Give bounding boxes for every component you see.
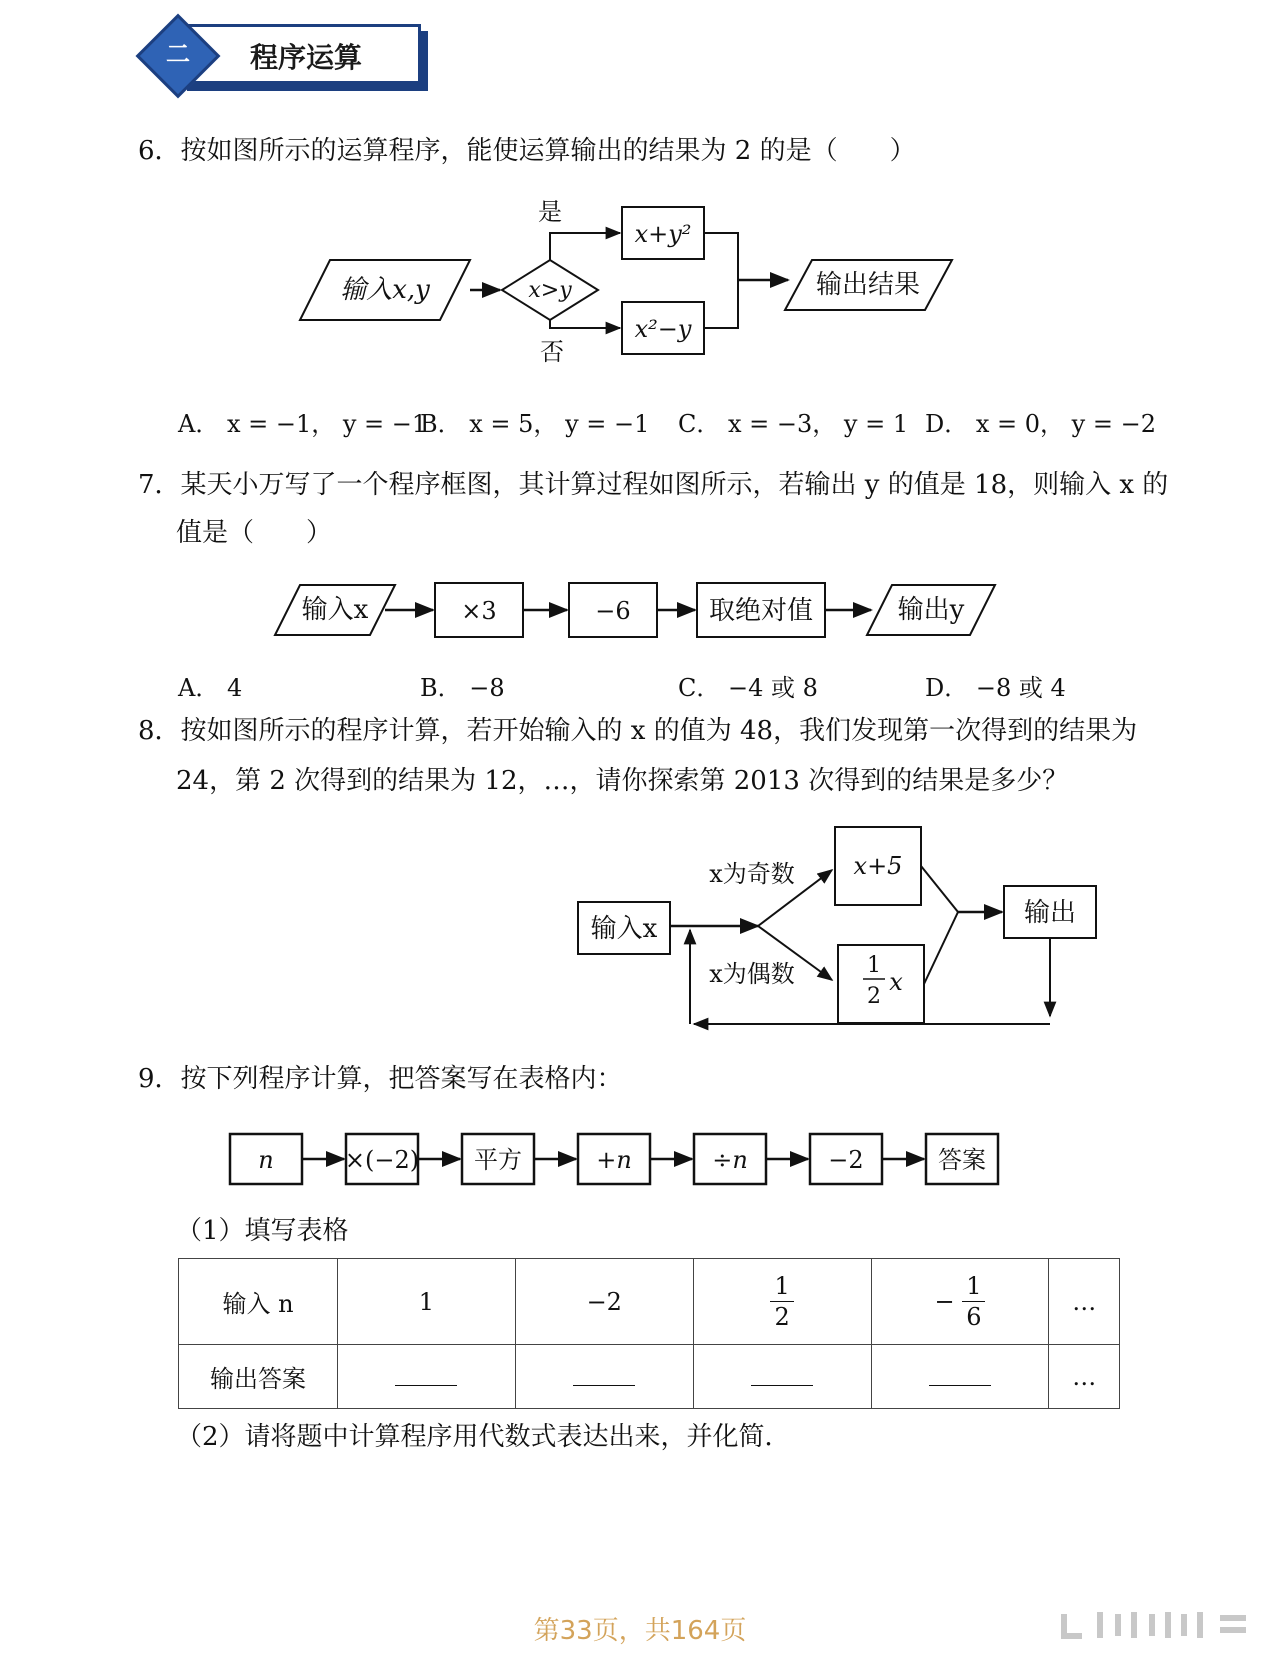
- answer-blank-cell[interactable]: [693, 1345, 871, 1409]
- q8-odd-box-label: x+5: [853, 852, 903, 880]
- answer-blank[interactable]: [929, 1361, 991, 1386]
- table-cell: [871, 1259, 1049, 1345]
- q9-step-label: −2: [828, 1146, 864, 1174]
- q9-step-label: ÷n: [712, 1146, 748, 1174]
- fraction-denominator: 2: [774, 1303, 790, 1331]
- q6-option-a: A． x = −1， y = −1: [178, 410, 428, 438]
- fraction-numerator: 1: [962, 1271, 985, 1302]
- q9-sub2: （2）请将题中计算程序用代数式表达出来，并化简．: [176, 1422, 791, 1452]
- q9-sub1: （1）填写表格: [176, 1216, 349, 1246]
- header-title: 程序运算: [250, 41, 363, 74]
- table-row: [179, 1259, 1120, 1345]
- header-section-number: 二: [166, 40, 190, 68]
- answer-blank-cell[interactable]: [871, 1345, 1049, 1409]
- q6-yes-box-label: x+y²: [634, 220, 692, 248]
- q6-no-label: 否: [540, 338, 564, 366]
- q7-option-d: D． −8 或 4: [925, 674, 1066, 702]
- q9-step-label: n: [258, 1146, 274, 1174]
- q7-step3-label: 取绝对值: [708, 596, 814, 626]
- answer-blank[interactable]: [395, 1361, 457, 1386]
- input-value-1: 1: [418, 1287, 435, 1316]
- answer-blank[interactable]: [573, 1361, 635, 1386]
- page-footer: 第33页，共164页: [533, 1616, 747, 1646]
- q8-question-line1: 8．按如图所示的程序计算，若开始输入的 x 的值为 48，我们发现第一次得到的结果为: [138, 716, 1138, 746]
- q8-question-line2: 24，第 2 次得到的结果为 12，…，请你探索第 2013 次得到的结果是多少？: [176, 766, 1069, 796]
- q6-no-box-label: x²−y: [634, 315, 692, 343]
- q8-even-denominator: 2: [867, 984, 881, 1009]
- q7-question-line1: 7．某天小万写了一个程序框图，其计算过程如图所示，若输出 y 的值是 18，则输入 x 的: [138, 470, 1169, 500]
- q6-option-d: D． x = 0， y = −2: [925, 410, 1156, 438]
- q7-option-b: B． −8: [420, 674, 505, 702]
- q6-question: 6．按如图所示的运算程序，能使运算输出的结果为 2 的是（ ）: [138, 136, 916, 166]
- q8-flowchart: [570, 820, 1130, 1050]
- q7-option-c: C． −4 或 8: [678, 674, 818, 702]
- q8-even-box: [838, 945, 924, 1023]
- table-cell: [1049, 1259, 1120, 1345]
- row-label-input: [179, 1259, 338, 1345]
- q6-flowchart: [300, 200, 980, 400]
- answer-blank-cell[interactable]: [338, 1345, 516, 1409]
- table-cell: [693, 1259, 871, 1345]
- q6-output-label: 输出结果: [815, 270, 921, 300]
- q6-condition-label: x>y: [528, 278, 572, 303]
- row2-label: 输出答案: [210, 1365, 306, 1393]
- q6-input-label: 输入x,y: [340, 275, 430, 305]
- q9-question: 9．按下列程序计算，把答案写在表格内：: [138, 1064, 623, 1094]
- answer-blank-cell[interactable]: [515, 1345, 693, 1409]
- q6-option-c: C． x = −3， y = 1: [678, 410, 909, 438]
- row1-label: 输入 n: [222, 1290, 294, 1318]
- q6-yes-label: 是: [538, 198, 562, 226]
- input-fraction-4: [962, 1271, 985, 1332]
- q7-output-label: 输出y: [897, 595, 965, 625]
- q8-even-variable: x: [889, 968, 903, 996]
- q8-even-numerator: 1: [867, 953, 881, 978]
- table-cell: [1049, 1345, 1120, 1409]
- fraction-sign: −: [934, 1287, 955, 1316]
- input-value-2: −2: [586, 1287, 622, 1316]
- table-cell: [515, 1259, 693, 1345]
- q9-step-label: 答案: [938, 1146, 986, 1174]
- q6-option-b: B． x = 5， y = −1: [420, 410, 650, 438]
- q7-step2-label: −6: [595, 597, 631, 625]
- q8-output-label: 输出: [1023, 898, 1077, 928]
- fraction-denominator: 6: [966, 1303, 982, 1331]
- q7-flowchart: [275, 580, 1005, 650]
- answer-blank[interactable]: [751, 1361, 813, 1386]
- q7-input-label: 输入x: [301, 595, 369, 625]
- table-row: [179, 1345, 1120, 1409]
- q8-even-label: x为偶数: [709, 960, 795, 988]
- ellipsis: …: [1072, 1287, 1097, 1316]
- q7-question-line2: 值是（ ）: [176, 518, 333, 548]
- ellipsis: …: [1072, 1362, 1097, 1391]
- q9-step-label: ×(−2): [344, 1146, 420, 1174]
- q7-option-a: A． 4: [178, 674, 243, 702]
- q9-answer-table: [178, 1258, 1120, 1409]
- decorative-marks: [1060, 1606, 1250, 1646]
- q9-step-label: +n: [596, 1146, 632, 1174]
- q7-step1-label: ×3: [461, 597, 497, 625]
- input-fraction-3: [770, 1271, 793, 1332]
- fraction-numerator: 1: [770, 1271, 793, 1302]
- q9-step-label: 平方: [474, 1146, 522, 1174]
- q8-odd-label: x为奇数: [709, 860, 795, 888]
- q9-flowchart: [228, 1128, 1058, 1190]
- row-label-output: [179, 1345, 338, 1409]
- table-cell: [338, 1259, 516, 1345]
- q8-input-label: 输入x: [590, 914, 658, 944]
